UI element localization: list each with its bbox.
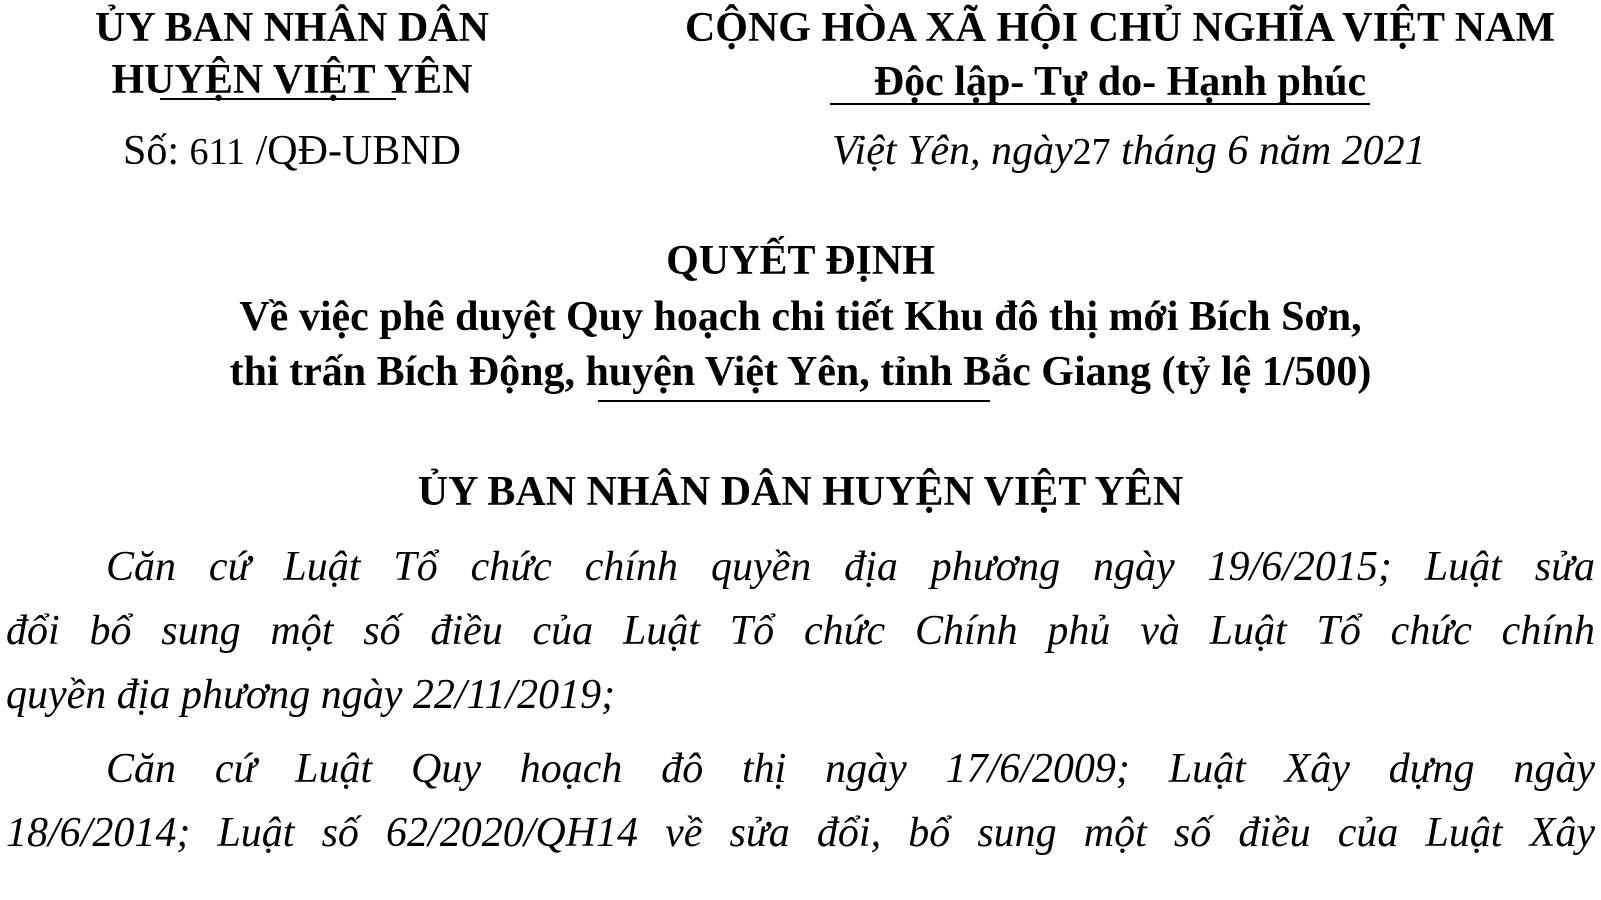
paragraph-2-line-2: 18/6/2014; Luật số 62/2020/QH14 về sửa đổi, bổ sung một số điều của Luật Xây: [6, 810, 1595, 856]
document-number-suffix: /QĐ-UBND: [255, 128, 461, 174]
agency-underline: [160, 98, 396, 100]
issue-date-suffix: tháng 6 năm 2021: [1121, 128, 1426, 174]
document-number-value: 611: [189, 131, 246, 173]
subject-line-2: thi trấn Bích Động, huyện Việt Yên, tỉnh Bắc Giang (tỷ lệ 1/500): [229, 349, 1372, 395]
motto-underline: [830, 103, 1370, 105]
document-type-title: QUYẾT ĐỊNH: [666, 238, 935, 284]
agency-name-line2: HUYỆN VIỆT YÊN: [111, 57, 473, 103]
national-title: CỘNG HÒA XÃ HỘI CHỦ NGHĨA VIỆT NAM: [684, 5, 1556, 51]
issuing-authority: ỦY BAN NHÂN DÂN HUYỆN VIỆT YÊN: [417, 469, 1184, 515]
document-number-prefix: Số:: [123, 128, 180, 174]
issue-date-day: 27: [1072, 131, 1111, 173]
agency-name-line1: ỦY BAN NHÂN DÂN: [95, 5, 489, 51]
issue-date: [832, 126, 1426, 177]
issue-date-prefix: Việt Yên, ngày: [832, 128, 1073, 174]
paragraph-2-line-1: Căn cứ Luật Quy hoạch đô thị ngày 17/6/2009; Luật Xây dựng ngày: [106, 746, 1595, 792]
national-motto: Độc lập- Tự do- Hạnh phúc: [873, 59, 1367, 105]
subject-underline: [598, 400, 990, 402]
paragraph-1-line-3: quyền địa phương ngày 22/11/2019;: [6, 672, 616, 718]
paragraph-1-line-2: đổi bổ sung một số điều của Luật Tổ chức Chính phủ và Luật Tổ chức chính: [6, 608, 1595, 654]
subject-line-1: Về việc phê duyệt Quy hoạch chi tiết Khu đô thị mới Bích Sơn,: [239, 294, 1362, 340]
document-number: [76, 126, 508, 177]
paragraph-1-line-1: Căn cứ Luật Tổ chức chính quyền địa phương ngày 19/6/2015; Luật sửa: [106, 544, 1595, 590]
